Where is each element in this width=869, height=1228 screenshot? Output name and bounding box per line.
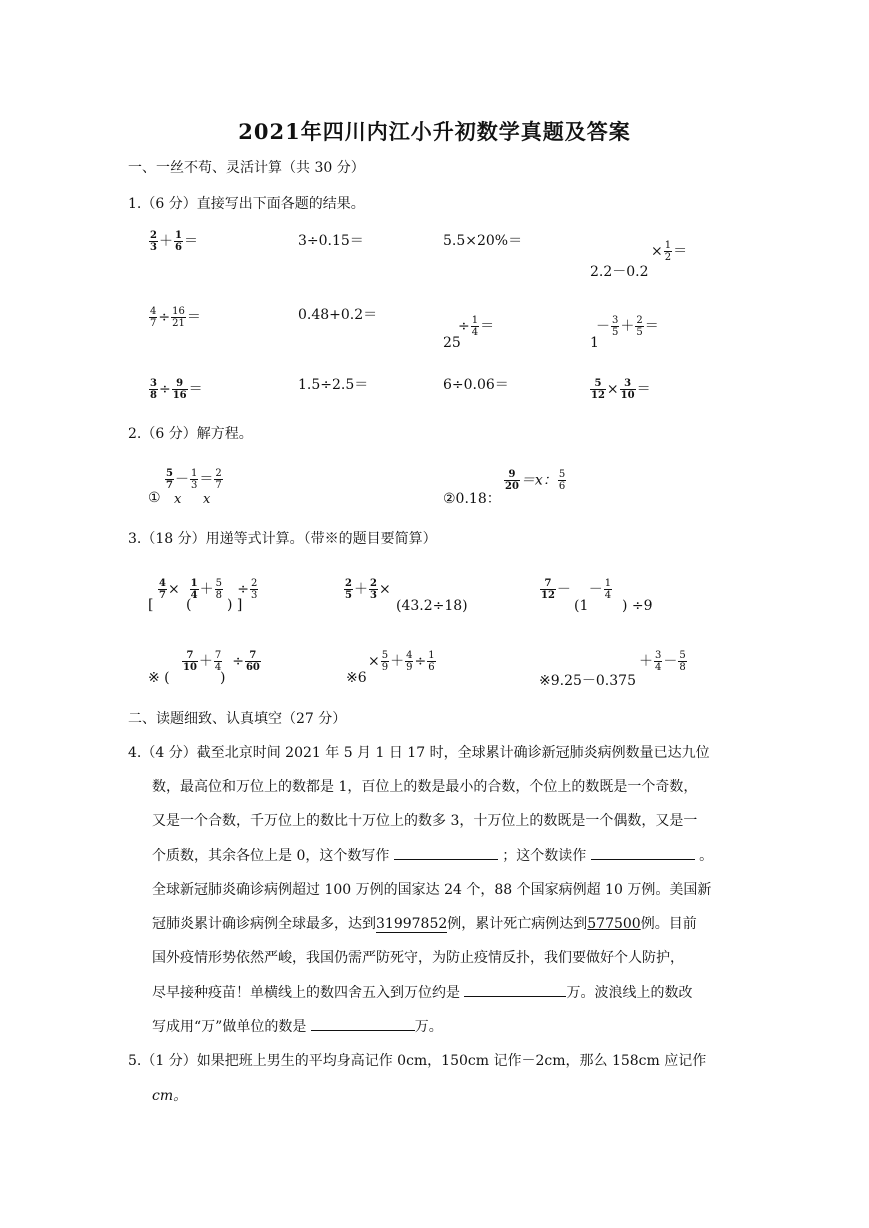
q1-r2c4-tail: － $\frac{3}{5}$ ＋ $\frac{2}{5}$ ＝	[596, 315, 659, 338]
q4-line-6: 冠肺炎累计确诊病例全球最多，达到31997852例，累计死亡病例达到577500例。目前	[152, 916, 697, 932]
q4-line-7: 国外疫情形势依然严峻，我国仍需严防死守，为防止疫情反扑，我们要做好个人防护，	[152, 950, 684, 966]
q1-r1c3: 5.5×20%＝	[443, 233, 523, 249]
q1-r2c1: $\frac{4}{7}$ ÷ $\frac{16}{21}$ ＝	[150, 306, 201, 329]
q1-r1c4-head: 2.2－0.2	[590, 264, 649, 280]
q3-f-pre: ※9.25－0.375	[539, 673, 636, 689]
q1-r1c2: 3÷0.15＝	[298, 233, 364, 249]
q3-e-top: × $\frac{5}{9}$ ＋ $\frac{4}{9}$ ÷ $\frac{1}{6}$	[368, 650, 435, 673]
page-title: 2021年四川内江小升初数学真题及答案	[238, 119, 631, 144]
q1-r2c4-head: 1	[590, 335, 599, 351]
q4-line-3: 又是一个合数，千万位上的数比十万位上的数多 3，十万位上的数既是一个偶数，又是一	[152, 813, 698, 829]
q3-a-close: ) ]	[227, 597, 243, 613]
q3-c-mid: (1	[574, 598, 589, 614]
q4-line-5: 全球新冠肺炎确诊病例超过 100 万例的国家达 24 个，88 个国家病例超 10 万例。美国新	[152, 882, 712, 898]
q2-label: 2.（6 分）解方程。	[128, 426, 253, 442]
q4-line-9: 写成用“万”做单位的数是 万。	[152, 1016, 443, 1036]
q4-line-2: 数，最高位和万位上的数都是 1，百位上的数是最小的合数，个位上的数既是一个奇数，	[152, 779, 698, 795]
q3-c-top: $\frac{7}{12}$ － － $\frac{1}{4}$	[541, 578, 612, 601]
section-2-heading: 二、读题细致、认真填空（27 分）	[128, 711, 347, 727]
q1-r3c3: 6÷0.06＝	[443, 377, 509, 393]
wavy-underlined-number: 577500	[587, 916, 641, 932]
q2-eq1-top: $\frac{5}{7}$ － $\frac{1}{3}$ ＝ $\frac{2}{7}$	[166, 468, 222, 491]
q1-r3c4: $\frac{5}{12}$ × $\frac{3}{10}$ ＝	[591, 378, 651, 401]
q3-e-pre: ※6	[346, 670, 367, 686]
q1-r2c3-tail: ÷ $\frac{1}{4}$ ＝	[458, 315, 495, 338]
q3-b-tail: (43.2÷18)	[396, 598, 468, 614]
straight-underlined-number: 31997852	[376, 916, 448, 932]
q2-eq1-x1: x	[174, 492, 182, 507]
q1-r2c2: 0.48+0.2＝	[298, 307, 378, 323]
q5-line-1: 5.（1 分）如果把班上男生的平均身高记作 0cm，150cm 记作－2cm，那么 158cm 应记作	[128, 1053, 707, 1069]
q1-r2c3-head: 25	[443, 335, 461, 351]
q3-d-top: $\frac{7}{10}$ ＋ $\frac{7}{4}$ ÷ $\frac{7}{60}$	[183, 650, 260, 673]
q1-r1c1: $\frac{2}{3}$ ＋ $\frac{1}{6}$ ＝	[150, 230, 198, 253]
q3-a-top: $\frac{4}{7}$ × $\frac{1}{4}$ ＋ $\frac{5}{8}$ ÷ $\frac{2}{3}$	[159, 578, 258, 601]
q5-line-2: cm。	[152, 1088, 188, 1104]
q2-eq2-prefix: ②0.18：	[443, 491, 501, 507]
answer-blank-write[interactable]	[394, 845, 498, 860]
q3-b-top: $\frac{2}{5}$ ＋ $\frac{2}{3}$ ×	[345, 578, 391, 601]
q3-d-pre: ※ (	[148, 670, 170, 686]
q1-r3c1: $\frac{3}{8}$ ÷ $\frac{9}{16}$ ＝	[150, 378, 203, 401]
q1-r1c4-tail: × $\frac{1}{2}$ ＝	[651, 240, 688, 263]
q1-label: 1.（6 分）直接写出下面各题的结果。	[128, 196, 365, 212]
q3-d-close: )	[220, 670, 226, 686]
answer-blank-wan[interactable]	[311, 1016, 415, 1031]
q3-a-paren: (	[186, 597, 192, 613]
q1-r3c2: 1.5÷2.5＝	[298, 377, 369, 393]
answer-blank-round[interactable]	[464, 982, 566, 997]
section-1-heading: 一、一丝不苟、灵活计算（共 30 分）	[128, 160, 365, 176]
q4-line-1: 4.（4 分）截至北京时间 2021 年 5 月 1 日 17 时，全球累计确诊新冠肺炎病例数量已达九位	[128, 745, 710, 761]
q2-eq1-x2: x	[203, 492, 211, 507]
q3-label: 3.（18 分）用递等式计算。（带※的题目要简算）	[128, 531, 437, 547]
q2-eq2-body: $\frac{9}{20}$ ＝x： $\frac{5}{6}$	[505, 469, 566, 492]
q3-a-open: [	[148, 597, 154, 613]
answer-blank-read[interactable]	[591, 845, 695, 860]
q4-line-4: 个质数，其余各位上是 0，这个数写作 ；这个数读作 。	[152, 845, 713, 865]
q2-eq1-prefix: ①	[148, 490, 161, 506]
q4-line-8: 尽早接种疫苗！单横线上的数四舍五入到万位约是 万。波浪线上的数改	[152, 982, 692, 1002]
q3-f-top: ＋ $\frac{3}{4}$ － $\frac{5}{8}$	[639, 650, 686, 673]
q3-c-tail: ) ÷9	[622, 598, 653, 614]
